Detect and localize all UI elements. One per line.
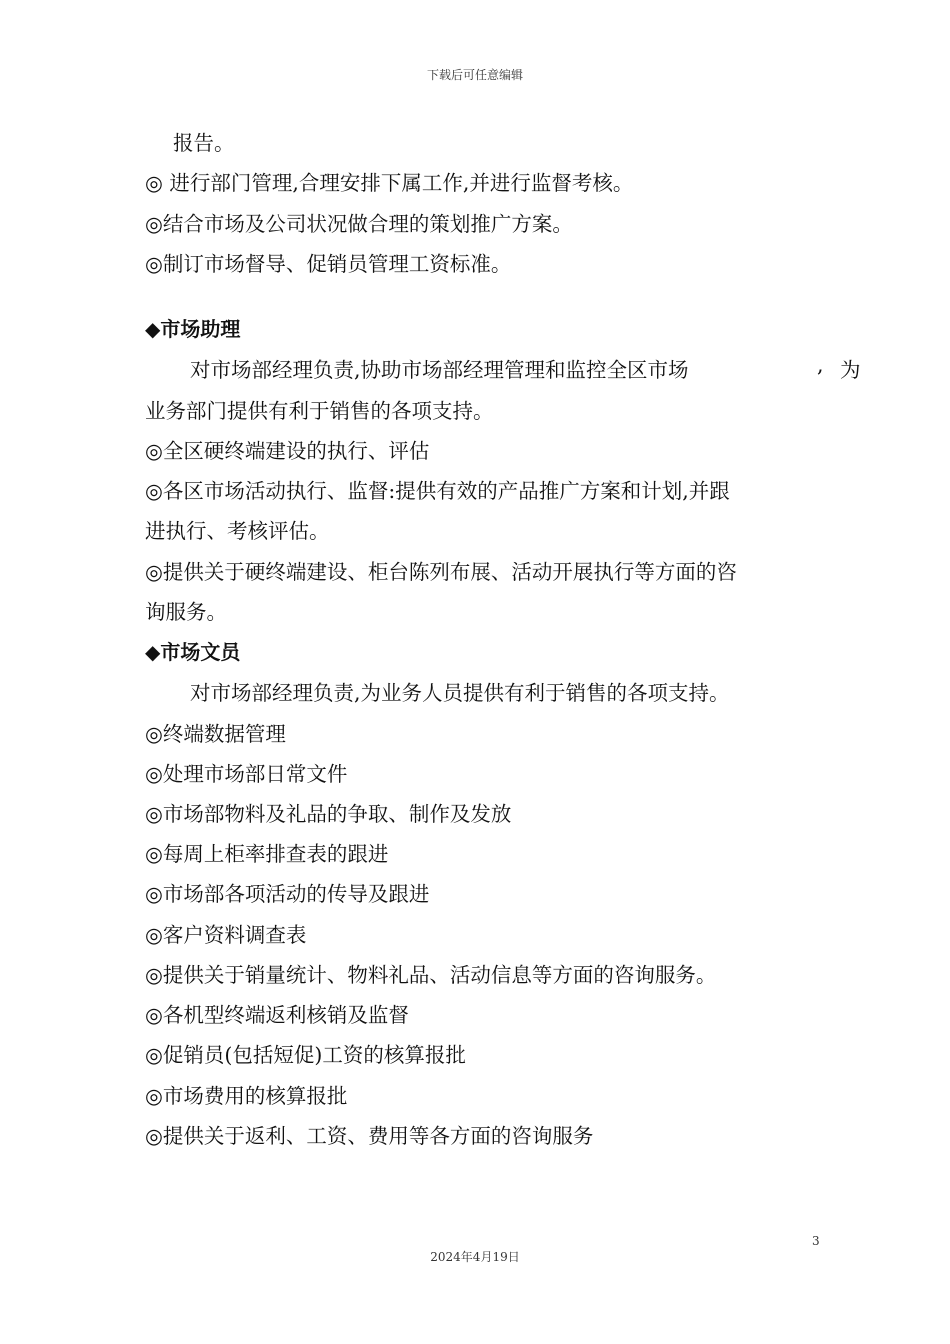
list-item: ◎提供关于返利、工资、费用等各方面的咨询服务: [145, 1124, 594, 1148]
list-item: ◎终端数据管理: [145, 722, 286, 746]
page-number: 3: [812, 1234, 820, 1248]
list-item: ◎各机型终端返利核销及监督: [145, 1003, 409, 1027]
section-heading: ◆市场文员: [145, 640, 241, 664]
list-item: ◎提供关于销量统计、物料礼品、活动信息等方面的咨询服务。: [145, 963, 717, 987]
section-intro: 对市场部经理负责,为业务人员提供有利于销售的各项支持。: [190, 681, 730, 705]
list-item: ◎客户资料调查表: [145, 923, 307, 947]
section-intro: [190, 353, 861, 382]
list-item: ◎市场部物料及礼品的争取、制作及发放: [145, 802, 512, 826]
list-item: ◎市场部各项活动的传导及跟进: [145, 882, 430, 906]
list-item: 进执行、考核评估。: [145, 519, 330, 543]
list-item: ◎处理市场部日常文件: [145, 762, 348, 786]
list-item: ◎各区市场活动执行、监督:提供有效的产品推广方案和计划,并跟: [145, 479, 730, 503]
page-header: 下载后可任意编辑: [426, 68, 523, 82]
text-line: ◎制订市场督导、促销员管理工资标准。: [145, 252, 512, 276]
list-item: ◎市场费用的核算报批: [145, 1084, 348, 1108]
section-heading: ◆市场助理: [145, 317, 241, 341]
list-item: ◎每周上柜率排查表的跟进: [145, 842, 389, 866]
list-item: ◎提供关于硬终端建设、柜台陈列布展、活动开展执行等方面的咨: [145, 560, 737, 584]
intro-text: 对市场部经理负责,协助市场部经理管理和监控全区市场: [190, 358, 689, 382]
list-item: ◎促销员(包括短促)工资的核算报批: [145, 1043, 466, 1067]
intro-tail: 为: [840, 358, 861, 382]
page-footer-date: 2024年4月19日: [430, 1250, 520, 1264]
text-line: ◎结合市场及公司状况做合理的策划推广方案。: [145, 212, 573, 236]
text-line: 报告。: [173, 131, 235, 155]
list-item: 询服务。: [145, 600, 227, 624]
text-line: 业务部门提供有利于销售的各项支持。: [145, 399, 494, 423]
intro-comma: ,: [817, 353, 824, 377]
text-line: ◎ 进行部门管理,合理安排下属工作,并进行监督考核。: [145, 171, 634, 195]
list-item: ◎全区硬终端建设的执行、评估: [145, 439, 430, 463]
